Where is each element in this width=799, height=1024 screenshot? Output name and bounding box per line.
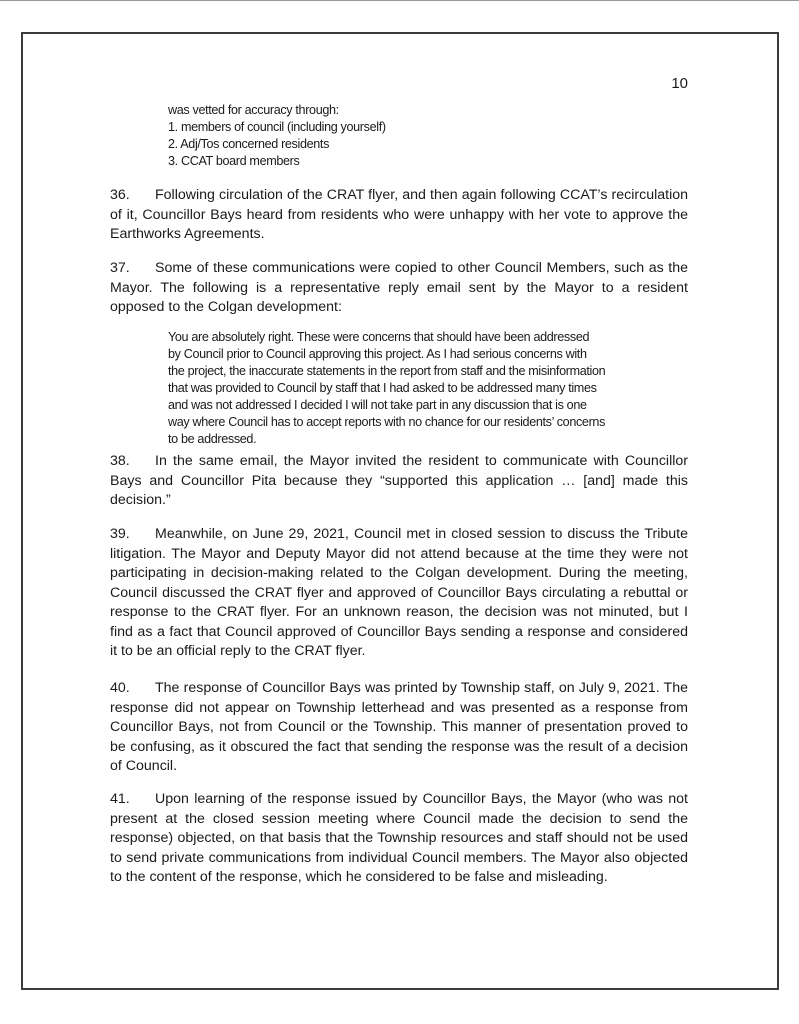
paragraph-number: 40. xyxy=(110,680,130,696)
quote-line: 2. Adj/Tos concerned residents xyxy=(168,137,330,151)
quote-line: 1. members of council (including yourself) xyxy=(168,120,386,134)
paragraph-text: Meanwhile, on June 29, 2021, Council met in closed session to discuss the Tribute litigation. The Mayor and Deputy Mayor did not attend because at the time they were not participating in decision-making related to the Colgan development. During the meeting, Council discussed the CRAT flyer and approved of Councillor Bays circulating a rebuttal or response to the CRAT flyer. For an unknown reason, the decision was not minuted, but I find as a fact that Council approved of Councillor Bays sending a response and considered it to be an official reply to the CRAT flyer. xyxy=(110,526,688,659)
quote-line: the project, the inaccurate statements in the report from staff and the misinformation xyxy=(168,364,606,378)
paragraph-41 xyxy=(110,790,688,888)
paragraph-40 xyxy=(110,679,688,777)
paragraph-text: The response of Councillor Bays was printed by Township staff, on July 9, 2021. The response did not appear on Township letterhead and was presented as a response from Councillor Bays, not from Council or the Township. This manner of presentation proved to be confusing, as it obscured the fact that sending the response was the result of a decision of Council. xyxy=(110,680,688,774)
paragraph-37 xyxy=(110,259,688,318)
quote-line: to be addressed. xyxy=(168,432,257,446)
quote-line: by Council prior to Council approving this project. As I had serious concerns with xyxy=(168,347,587,361)
quote-line: and was not addressed I decided I will not take part in any discussion that is one xyxy=(168,398,587,412)
paragraph-38 xyxy=(110,452,688,511)
top-quote-block xyxy=(168,102,628,170)
paragraph-number: 36. xyxy=(110,187,130,203)
quote-line: that was provided to Council by staff that I had asked to be addressed many times xyxy=(168,381,597,395)
quote-line: 3. CCAT board members xyxy=(168,154,300,168)
page-number: 10 xyxy=(671,75,688,92)
paragraph-number: 39. xyxy=(110,526,130,542)
quote-line: You are absolutely right. These were concerns that should have been addressed xyxy=(168,330,590,344)
top-edge-line xyxy=(0,0,799,1)
quote-line: way where Council has to accept reports with no chance for our residents’ concerns xyxy=(168,415,606,429)
mayor-email-quote xyxy=(168,329,628,448)
paragraph-number: 38. xyxy=(110,453,130,469)
paragraph-text: Some of these communications were copied to other Council Members, such as the Mayor. The following is a representative reply email sent by the Mayor to a resident opposed to the Colgan development: xyxy=(110,260,688,315)
paragraph-39 xyxy=(110,525,688,662)
paragraph-number: 37. xyxy=(110,260,130,276)
paragraph-text: Upon learning of the response issued by Councillor Bays, the Mayor (who was not present at the closed session meeting where Council made the decision to send the response) objected, on that basis that the Township resources and staff should not be used to send private communications from individual Council members. The Mayor also objected to the content of the response, which he considered to be false and misleading. xyxy=(110,791,688,885)
quote-line: was vetted for accuracy through: xyxy=(168,103,339,117)
paragraph-text: In the same email, the Mayor invited the resident to communicate with Councillor Bays and Councillor Pita because they “supported this application … [and] made this decision.” xyxy=(110,453,688,508)
paragraph-36 xyxy=(110,186,688,245)
paragraph-number: 41. xyxy=(110,791,130,807)
paragraph-text: Following circulation of the CRAT flyer, and then again following CCAT’s recirculation of it, Councillor Bays heard from residents who were unhappy with her vote to approve the Earthworks Agreements. xyxy=(110,187,688,242)
